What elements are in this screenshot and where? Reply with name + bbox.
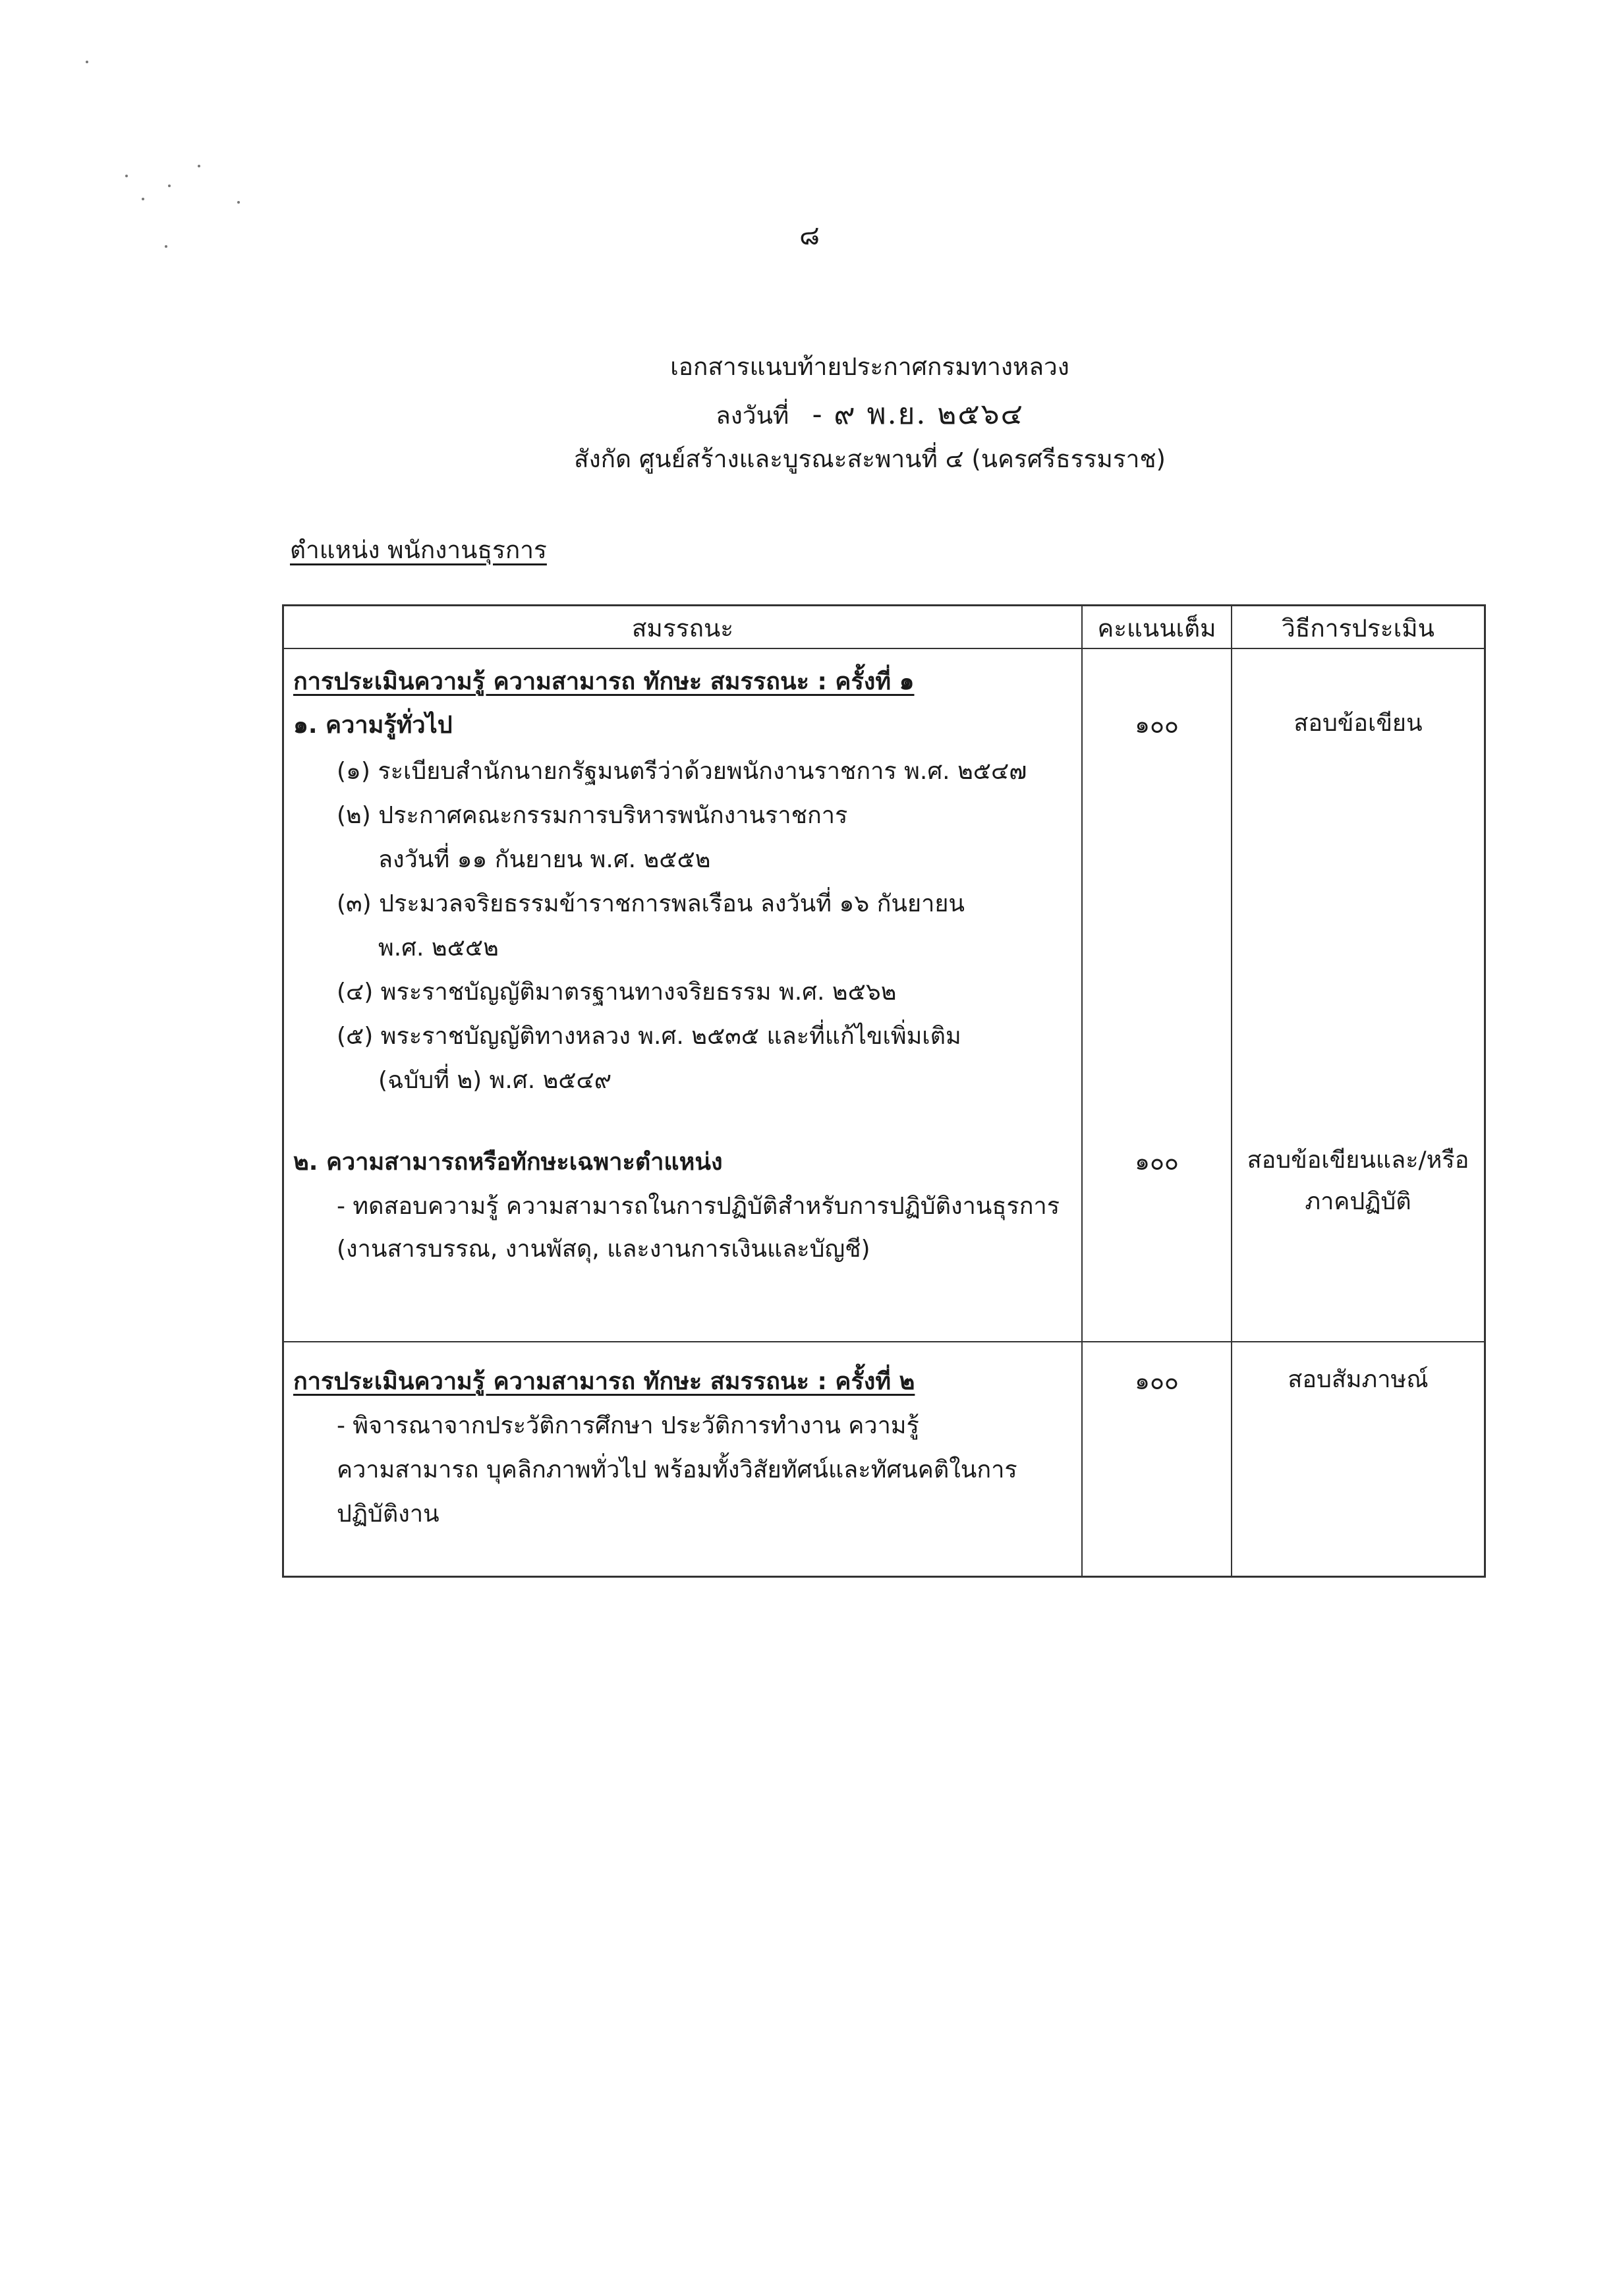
item2-score: ๑๐๐ — [1135, 1149, 1179, 1176]
item2-title: ๒. ความสามารถหรือทักษะเฉพาะตำแหน่ง — [293, 1149, 723, 1176]
assessment-table — [282, 604, 1486, 1578]
scan-speck — [198, 165, 200, 167]
scan-speck — [142, 198, 144, 200]
scan-speck — [237, 201, 240, 204]
item1-line: (๑) ระเบียบสำนักนายกรัฐมนตรีว่าด้วยพนักงานราชการ พ.ศ. ๒๕๔๗ — [337, 758, 1027, 785]
round2-score: ๑๐๐ — [1135, 1368, 1179, 1395]
round2-line: - พิจารณาจากประวัติการศึกษา ประวัติการทำงาน ความรู้ — [337, 1412, 919, 1439]
column-divider — [1081, 606, 1083, 1576]
item1-title: ๑. ความรู้ทั่วไป — [293, 712, 453, 739]
header-line-2 — [573, 397, 1166, 432]
row-divider — [284, 1341, 1484, 1342]
header-line-3: สังกัด ศูนย์สร้างและบูรณะสะพานที่ ๔ (นครศรีธรรมราช) — [573, 445, 1166, 473]
header-competency: สมรรถนะ — [631, 614, 734, 643]
item2-line: - ทดสอบความรู้ ความสามารถในการปฏิบัติสำหรับการปฏิบัติงานธุรการ — [337, 1193, 1060, 1220]
item1-line: (๕) พระราชบัญญัติทางหลวง พ.ศ. ๒๕๓๕ และที่แก้ไขเพิ่มเติม — [337, 1023, 961, 1050]
round2-line: ปฏิบัติงาน — [337, 1501, 440, 1528]
row-divider — [284, 648, 1484, 649]
round1-heading: การประเมินความรู้ ความสามารถ ทักษะ สมรรถนะ : ครั้งที่ ๑ — [293, 668, 915, 695]
header-line-1: เอกสารแนบท้ายประกาศกรมทางหลวง — [670, 353, 1069, 381]
header-full-score: คะแนนเต็ม — [1097, 614, 1216, 643]
scan-speck — [168, 185, 171, 187]
item1-line: (๒) ประกาศคณะกรรมการบริหารพนักงานราชการ — [337, 802, 848, 829]
item1-line: ลงวันที่ ๑๑ กันยายน พ.ศ. ๒๕๕๒ — [378, 846, 711, 873]
item2-line: (งานสารบรรณ, งานพัสดุ, และงานการเงินและบัญชี) — [337, 1236, 870, 1263]
page-number: ๘ — [799, 221, 820, 251]
scan-speck — [125, 175, 128, 177]
item1-line: พ.ศ. ๒๕๕๒ — [378, 934, 499, 961]
round2-method: สอบสัมภาษณ์ — [1288, 1366, 1429, 1393]
scan-speck — [86, 61, 88, 63]
item1-score: ๑๐๐ — [1135, 712, 1179, 739]
position-title: ตำแหน่ง พนักงานธุรการ — [290, 536, 547, 564]
round2-heading: การประเมินความรู้ ความสามารถ ทักษะ สมรรถนะ : ครั้งที่ ๒ — [293, 1368, 915, 1395]
item2-method: สอบข้อเขียนและ/หรือ — [1247, 1147, 1469, 1174]
header-method: วิธีการประเมิน — [1282, 614, 1434, 643]
round2-line: ความสามารถ บุคลิกภาพทั่วไป พร้อมทั้งวิสัยทัศน์และทัศนคติในการ — [337, 1456, 1017, 1483]
header-date-value: - ๙ พ.ย. ๒๕๖๔ — [812, 397, 1024, 431]
item1-method: สอบข้อเขียน — [1293, 710, 1423, 737]
column-divider — [1231, 606, 1232, 1576]
item2-method: ภาคปฏิบัติ — [1305, 1188, 1411, 1215]
item1-line: (๔) พระราชบัญญัติมาตรฐานทางจริยธรรม พ.ศ. ๒๕๖๒ — [337, 979, 897, 1006]
item1-line: (ฉบับที่ ๒) พ.ศ. ๒๕๔๙ — [378, 1067, 612, 1094]
header-date-label: ลงวันที่ — [716, 401, 789, 430]
item1-line: (๓) ประมวลจริยธรรมข้าราชการพลเรือน ลงวันที่ ๑๖ กันยายน — [337, 890, 965, 917]
